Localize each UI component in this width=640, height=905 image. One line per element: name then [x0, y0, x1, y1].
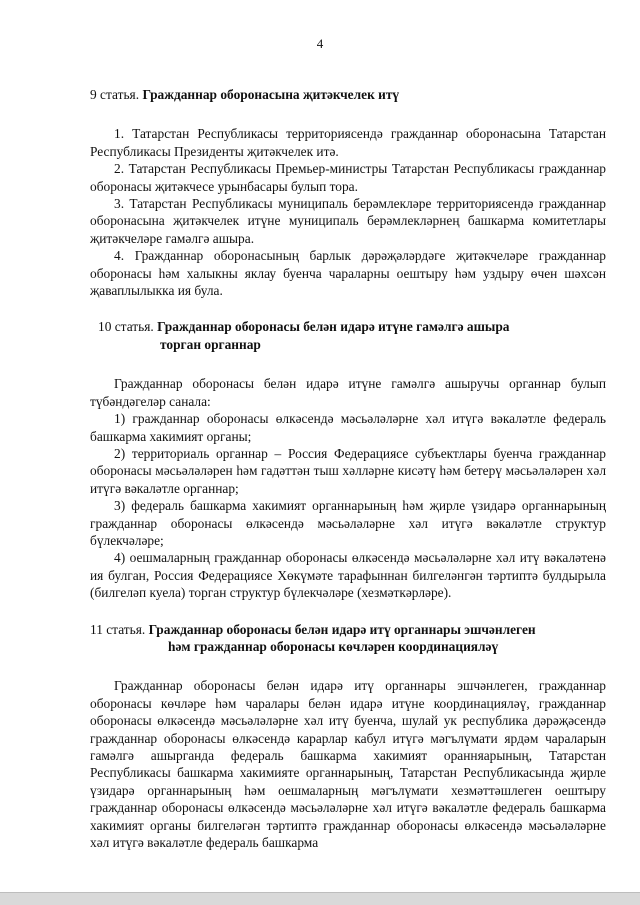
article-9-paragraph-4: 4. Гражданнар оборонасының барлык дәрәҗәләрдәге җитәкчеләре гражданнар оборонасы һәм халыкны яклау буенча чараларны оештыру һәм уздыру өчен шәхсән җаваплылыкка ия була. [90, 248, 606, 299]
article-9-number: 9 статья. [90, 87, 140, 102]
article-10-heading [90, 318, 606, 353]
page-number: 4 [316, 36, 324, 51]
article-11-number: 11 статья. [90, 621, 146, 637]
article-11-title-line-2: һәм гражданнар оборонасы көчләрен координацияләү [168, 638, 499, 654]
article-10-paragraph-3: 3) федераль башкарма хакимият органнарының һәм җирле үзидарә органнарының гражданнар оборонасы өлкәсендә мәсьәләләрне хәл итүгә вәкаләтле структур бүлекчәләре; [90, 498, 606, 548]
article-9-heading [90, 86, 606, 103]
article-10-paragraph-4: 4) оешмаларның гражданнар оборонасы өлкәсендә мәсьәләләрне хәл итү вәкаләтенә ия булган, Россия Федерациясе Хөкүмәте тарафыннан билгеләнгән тәртиптә булдырыла (билгеләп куела) торган структур бүлекчәләре (хезмәткәрләре). [90, 550, 606, 601]
article-10-title-line-2: торган органнар [160, 336, 261, 352]
document-content [90, 86, 606, 851]
scan-bottom-edge [0, 892, 640, 905]
article-10-number: 10 статья. [98, 319, 154, 335]
article-10-paragraph-intro: Гражданнар оборонасы белән идарә итүне гамәлгә ашыручы органнар булып түбәндәгеләр санала: [90, 376, 606, 409]
article-10-title-line-1: Гражданнар оборонасы белән идарә итүне гамәлгә ашыра [157, 319, 510, 335]
article-9-paragraph-3: 3. Татарстан Республикасы муниципаль берәмлекләре территориясендә гражданнар оборонасына җитәкчелек итүне муниципаль берәмлекләрнең башкарма комитетлары җитәкчеләре гамәлгә ашыра. [90, 196, 606, 246]
article-9-paragraph-1: 1. Татарстан Республикасы территориясендә гражданнар оборонасына Татарстан Республикасы Президенты җитәкчелек итә. [90, 126, 606, 159]
article-11-paragraph-1: Гражданнар оборонасы белән идарә итү органнары эшчәнлеген, гражданнар оборонасы көчләре һәм чаралары белән идарә итүне координацияләү, гражданнар оборонасы өлкәсендә мәсьәләләрне хәл итү буенча, шулай ук республика дәрәҗәсендә гражданнар оборонасы өлкәсендә карарлар кабул итүгә мәгълүмати ярдәм чараларын гамәлгә ашырганда федераль башкарма хакимият оранняарының, Татарстан Республикасы башкарма хакимияте органнарының, Татарстан Республикасында җирле үзидарә органнарының һәм оешмаларның мәгълүмати хезмәттәшлеген оештыру гражданнар оборонасы өлкәсендә мәсьәләләрне хәл итүгә вәкаләтле федераль башкарма хакимият органы билгеләгән тәртиптә гражданнар оборонасы өлкәсендә мәсьәләләрне хәл итүгә вәкаләтле федераль башкарма [90, 678, 606, 851]
article-9-title: Гражданнар оборонасына җитәкчелек итү [142, 87, 400, 102]
article-11-heading [90, 621, 606, 656]
article-10-paragraph-2: 2) территориаль органнар – Россия Федерациясе субъектлары буенча гражданнар оборонасы мәсьәләләрен һәм гадәттән тыш хәлләрне кисәтү һәм бетерү мәсьәләләрен хәл итүгә вәкаләтле органнар; [90, 445, 606, 496]
article-10-paragraph-1: 1) гражданнар оборонасы өлкәсендә мәсьәләләрне хәл итүгә вәкаләтле федераль башкарма хакимият органы; [90, 411, 606, 444]
article-11-title-line-1: Гражданнар оборонасы белән идарә итү органнары эшчәнлеген [148, 621, 536, 637]
article-9-paragraph-2: 2. Татарстан Республикасы Премьер-министры Татарстан Республикасы гражданнар оборонасы җитәкчесе урынбасары булып тора. [90, 161, 606, 194]
